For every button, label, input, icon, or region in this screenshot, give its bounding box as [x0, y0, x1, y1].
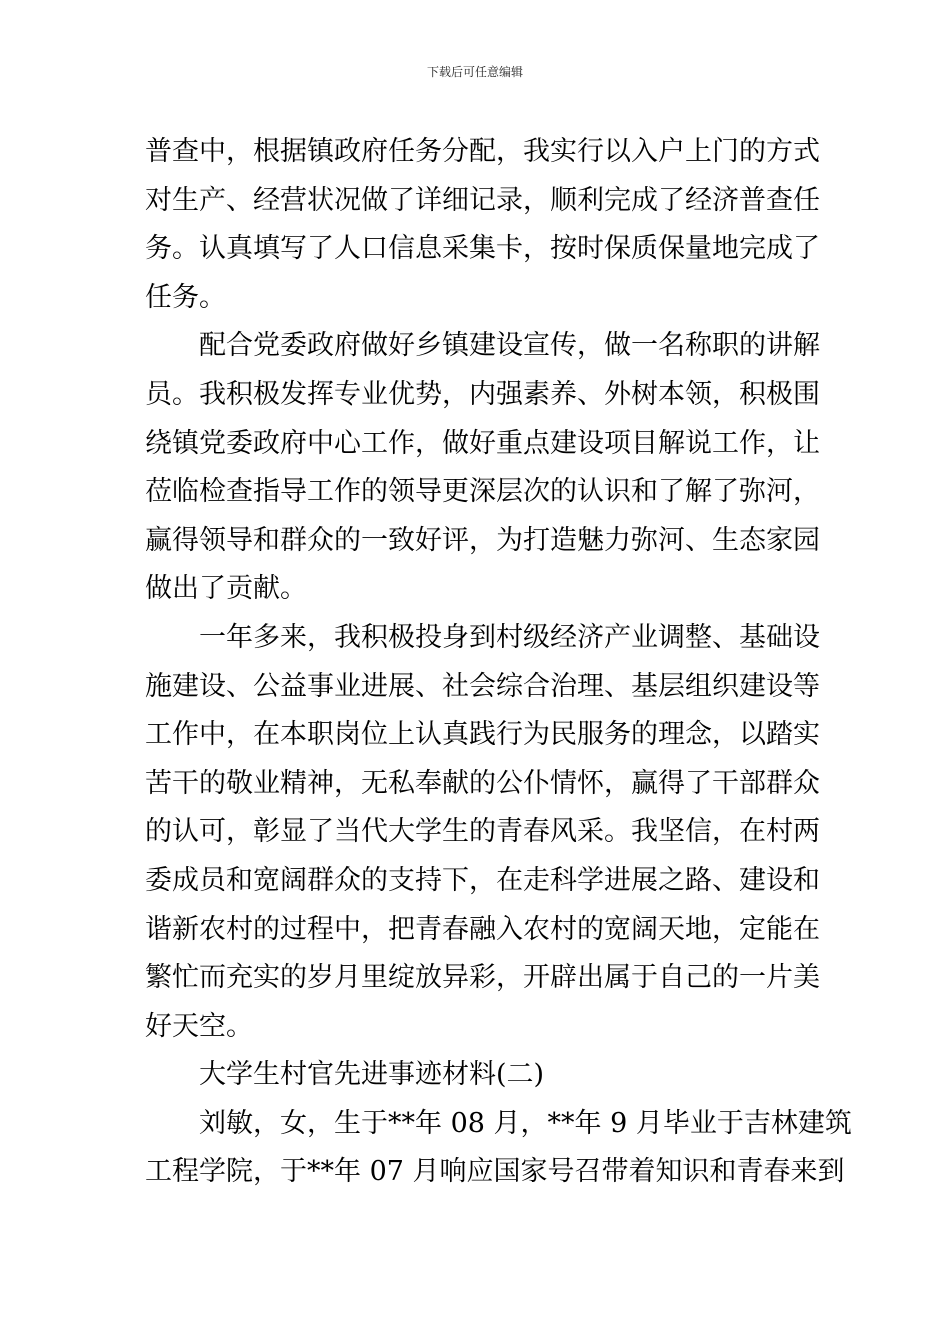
text-line: 员。我积极发挥专业优势，内强素养、外树本领，积极围: [145, 378, 820, 410]
text-line: 施建设、公益事业进展、社会综合治理、基层组织建设等: [145, 670, 820, 702]
text-line: 一年多来，我积极投身到村级经济产业调整、基础设: [199, 621, 820, 653]
text-line: 刘敏，女，生于**年 08 月，**年 9 月毕业于吉林建筑: [199, 1107, 852, 1139]
text-line: 绕镇党委政府中心工作，做好重点建设项目解说工作，让: [145, 427, 820, 459]
text-line: 谐新农村的过程中，把青春融入农村的宽阔天地，定能在: [145, 913, 820, 945]
text-line: 配合党委政府做好乡镇建设宣传，做一名称职的讲解: [199, 330, 820, 362]
text-line: 苦干的敬业精神，无私奉献的公仆情怀，赢得了干部群众: [145, 767, 820, 799]
text-line: 任务。: [145, 281, 226, 313]
text-line: 赢得领导和群众的一致好评，为打造魅力弥河、生态家园: [145, 524, 820, 556]
text-line: 务。认真填写了人口信息采集卡，按时保质保量地完成了: [145, 233, 820, 265]
text-line: 普查中，根据镇政府任务分配，我实行以入户上门的方式: [145, 136, 820, 167]
header-note: 下载后可任意编辑: [426, 65, 523, 79]
text-line: 的认可，彰显了当代大学生的青春风采。我坚信，在村两: [145, 816, 820, 848]
text-line: 工作中，在本职岗位上认真践行为民服务的理念，以踏实: [145, 719, 820, 751]
text-line: 工程学院，于**年 07 月响应国家号召带着知识和青春来到: [145, 1156, 845, 1188]
text-line: 委成员和宽阔群众的支持下，在走科学进展之路、建设和: [145, 864, 820, 896]
text-line: 大学生村官先进事迹材料(二): [199, 1059, 545, 1091]
text-line: 莅临检查指导工作的领导更深层次的认识和了解了弥河，: [145, 476, 820, 508]
text-line: 做出了贡献。: [145, 573, 307, 605]
document-body: [145, 128, 852, 1197]
text-line: 对生产、经营状况做了详细记录，顺利完成了经济普查任: [145, 184, 820, 216]
text-line: 繁忙而充实的岁月里绽放异彩，开辟出属于自己的一片美: [145, 962, 820, 994]
text-line: 好天空。: [145, 1010, 253, 1042]
